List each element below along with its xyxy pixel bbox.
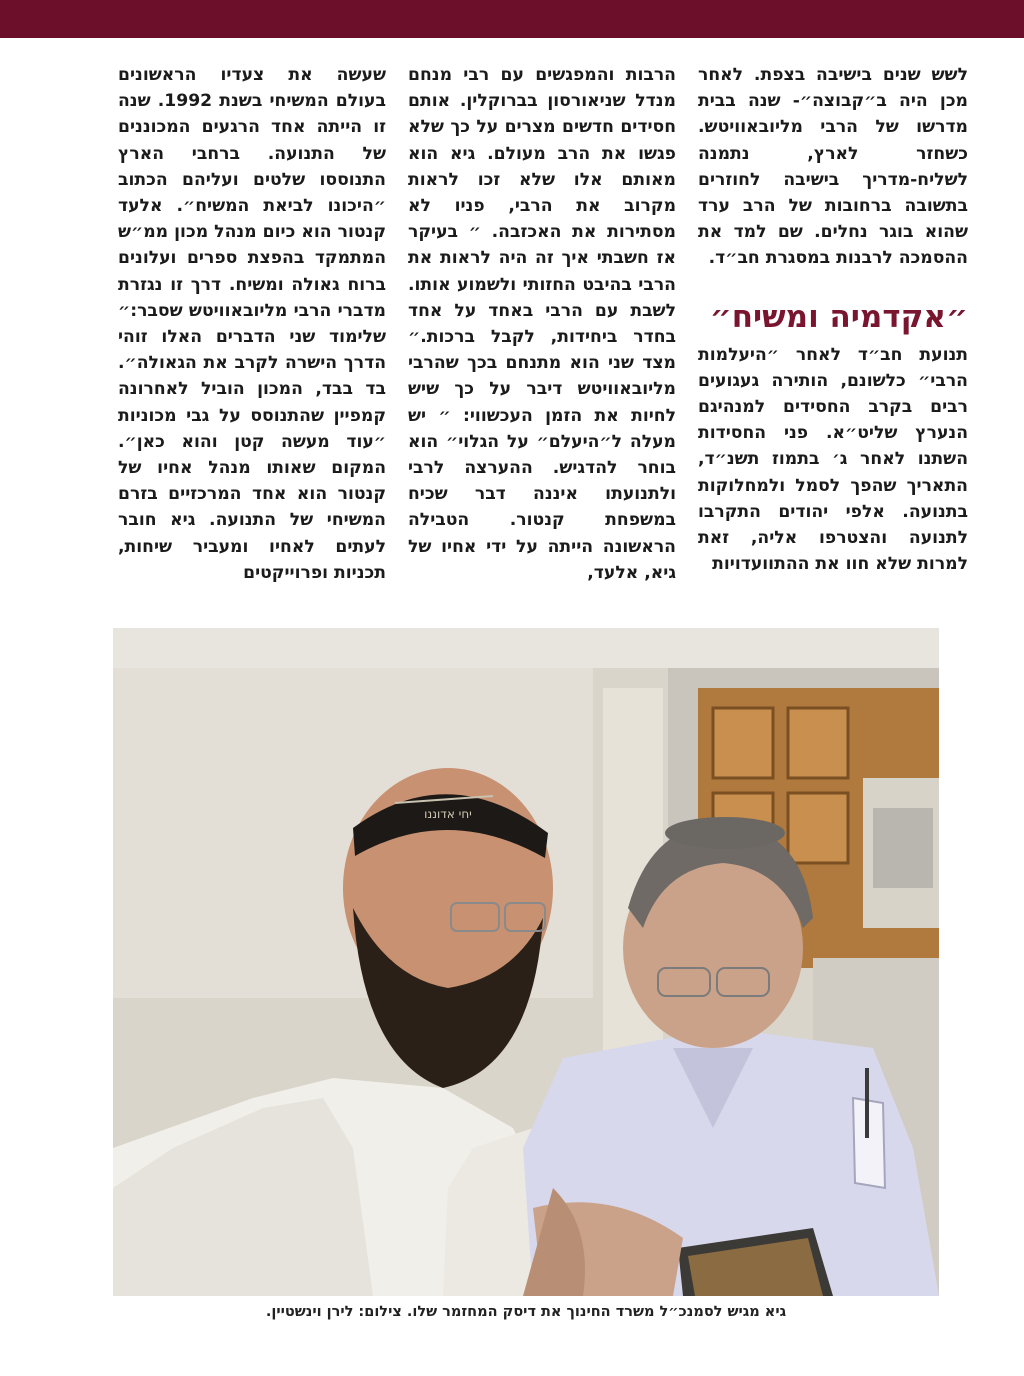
article-column-middle [408,62,676,628]
section-subheading: ״אקדמיה ומשיח״ [709,298,968,335]
article-column-left [118,62,386,628]
article-column-right [698,62,968,632]
article-photo [113,628,939,1296]
top-bar [0,0,1024,38]
photo-caption: גיא מגיש לסמנכ״ל משרד החינוך את דיסק המחזמר שלו. צילום: לירן וינשטיין. [265,1304,787,1320]
article-paragraph: הרבות והמפגשים עם רבי מנחם מנדל שניאורסון בברוקלין. אותם חסידים חדשים מצרים על כך שלא פגשו את הרב מעולם. גיא הוא מאותם אלו שלא זכו לראות מקרוב את הרבי, פניו לא מסתירות את האכזבה. ״ בעיקר אז חשבתי איך זה היה לראות את הרבי בהיבט החזותי ולשמוע אותו. לשבת עם הרבי באחד על אחד בחדר ביחידות, לקבל ברכות.״ מצד שני הוא מתנחם בכך שהרבי מליובאוויטש דיבר על כך שיש לחיות את הזמן העכשווי: ״ יש מעלה ל״היעלם״ על הגלוי״ הוא בוחר להדגיש. ההערצה לרבי ולתנועתו איננה דבר שכיח במשפחת קנטור. הטבילה הראשונה הייתה על ידי אחיו של גיא, אלעד, [408,65,676,583]
kippah-text: יחי אדוננו [424,807,472,821]
article-paragraph: תנועת חב״ד לאחר ״היעלמות הרבי״ כלשונם, הותירה געגועים רבים בקרב החסידים למנהיגם הנערץ שליט״א. פני החסידות השתנו לאחר ג׳ בתמוז תשנ״ד, התאריך שהפך לסמל ולמחלוקות בתנועה. אלפי יהודים התקרבו לתנועה והצטרפו אליה, זאת למרות שלא חוו את ההתוועדויות [698,344,968,575]
article-paragraph: שעשה את צעדיו הראשונים בעולם המשיחי בשנת 1992. שנה זו הייתה אחד הרגעים המכוננים של התנועה. ברחבי הארץ התנוססו שלטים ועליהם הכתוב ״היכונו לביאת המשיח״. אלעד קנטור הוא כיום מנהל מכון ממ״ש המתמקד בהפצת ספרים ועלונים ברוח גאולה ומשיח. דרך זו נגזרת מדברי הרבי מליובאוויטש שסבר:״ שלימוד שני הדברים האלו זוהי הדרך הישרה לקרב את הגאולה״. בד בבד, המכון הוביל לאחרונה קמפיין שהתנוסס על גבי מכוניות ״עוד מעשה קטן והוא כאן״. המקום שאותו מנהל אחיו של קנטור הוא אחד המרכזיים בזרם המשיחי של התנועה. גיא חובר לעתים לאחיו ומעביר שיחות, תכניות ופרוייקטים [118,65,386,583]
article-paragraph: לשש שנים בישיבה בצפת. לאחר מכן היה ב״קבוצה״- שנה בבית מדרשו של הרבי מליובאוויטש. כשחזר לארץ, נתמנה לשליח-מדריך בישיבה לחוזרים בתשובה ברחובות של הרב ערד שהוא בוגר נחלים. שם למד את ההסמכה לרבנות במסגרת חב״ד. [698,65,968,269]
